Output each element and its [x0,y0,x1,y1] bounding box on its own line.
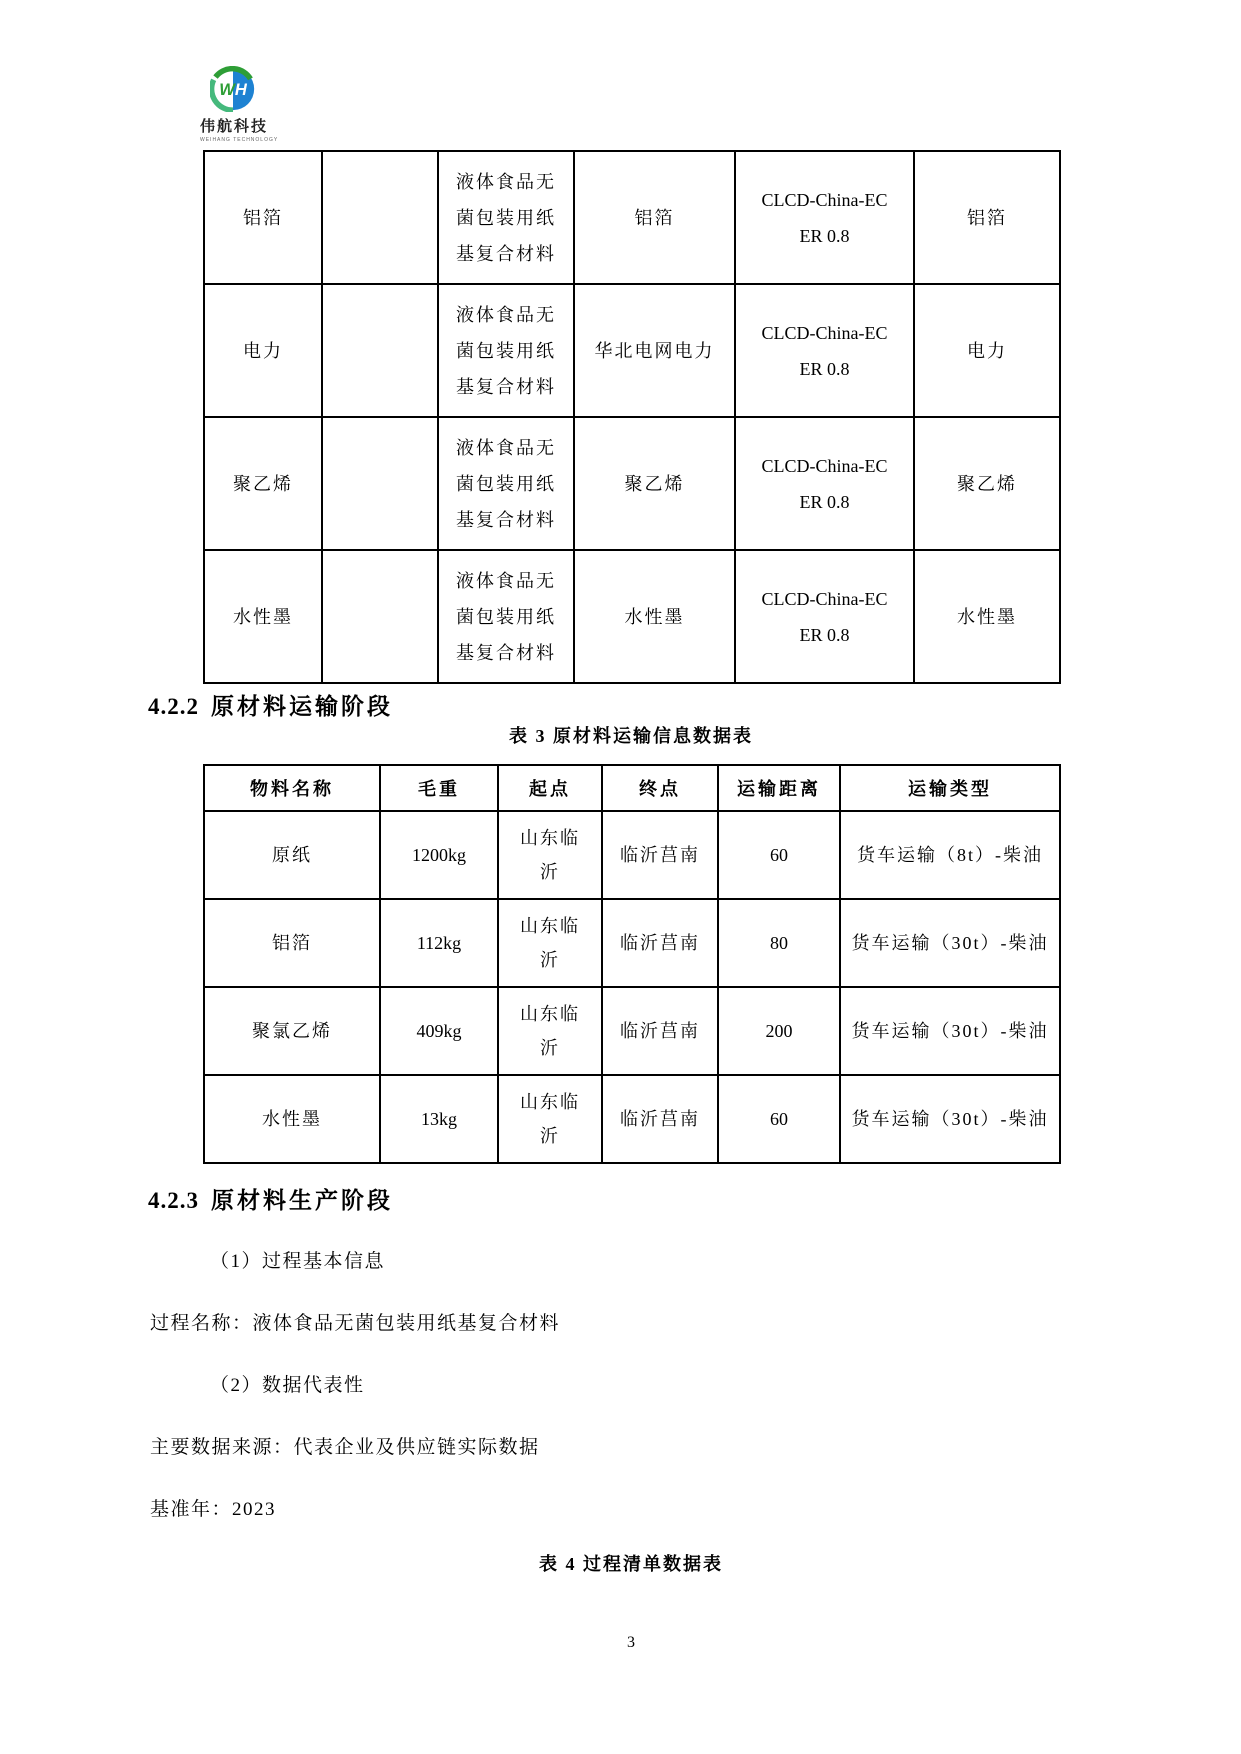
paragraph-base-year: 基准年：2023 [150,1499,277,1520]
table-row [204,417,1060,550]
table3-caption: 表 3 原材料运输信息数据表 [509,726,753,746]
table-row [204,284,1060,417]
table-header-row [204,765,1060,811]
table-cell: 聚乙烯 [914,417,1060,550]
table-row [204,811,1060,899]
section-number: 4.2.3 [148,1188,199,1213]
brand-name: 伟航科技 [200,118,269,135]
data-source-table [203,150,1061,684]
table-row [204,1075,1060,1163]
table-cell: 112kg [380,899,498,987]
table-row [204,550,1060,683]
paragraph-process-name: 过程名称：液体食品无菌包装用纸基复合材料 [150,1313,561,1334]
section-number: 4.2.2 [148,694,199,719]
table-cell: 铝箔 [914,151,1060,284]
logo-monogram: WH [219,79,247,99]
table-cell: 铝箔 [204,151,322,284]
table-cell: 临沂莒南 [602,811,718,899]
table-cell: 货车运输（8t）-柴油 [840,811,1060,899]
table-cell: 水性墨 [204,1075,380,1163]
table-cell: 聚氯乙烯 [204,987,380,1075]
company-logo [200,66,320,143]
section-title: 原材料生产阶段 [211,1188,393,1213]
table-cell: 液体食品无菌包装用纸基复合材料 [438,550,574,683]
table-cell: 山东临沂 [498,811,602,899]
table-cell: 电力 [914,284,1060,417]
table-cell: CLCD-China-ECER 0.8 [735,284,914,417]
table-cell: 液体食品无菌包装用纸基复合材料 [438,417,574,550]
table-cell: 1200kg [380,811,498,899]
table-cell [322,284,438,417]
table-cell [322,151,438,284]
table-cell: 山东临沂 [498,987,602,1075]
transport-info-table [203,764,1061,1164]
brand-name-en: WEIHANG TECHNOLOGY [200,137,279,143]
table-cell [322,550,438,683]
table-cell: 山东临沂 [498,1075,602,1163]
section-heading-422 [148,688,393,721]
table-cell: 水性墨 [914,550,1060,683]
table-cell: 货车运输（30t）-柴油 [840,1075,1060,1163]
column-header: 运输类型 [840,765,1060,811]
column-header: 物料名称 [204,765,380,811]
table4-caption: 表 4 过程清单数据表 [539,1554,723,1574]
column-header: 毛重 [380,765,498,811]
table-cell [322,417,438,550]
table-cell: 山东临沂 [498,899,602,987]
table-cell: CLCD-China-ECER 0.8 [735,550,914,683]
table-cell: 货车运输（30t）-柴油 [840,899,1060,987]
table-cell: 60 [718,811,840,899]
table-cell: 200 [718,987,840,1075]
table-cell: 临沂莒南 [602,987,718,1075]
table-cell: 原纸 [204,811,380,899]
table-cell: 铝箔 [204,899,380,987]
page-number: 3 [627,1634,635,1651]
table-cell: 13kg [380,1075,498,1163]
paragraph-data-representativeness: （2）数据代表性 [210,1375,365,1396]
table-cell: 华北电网电力 [574,284,735,417]
table-cell: 80 [718,899,840,987]
table-cell: 聚乙烯 [204,417,322,550]
paragraph-data-source: 主要数据来源：代表企业及供应链实际数据 [150,1437,540,1458]
table-cell: 临沂莒南 [602,1075,718,1163]
logo-mark-icon [210,66,256,112]
table-cell: CLCD-China-ECER 0.8 [735,417,914,550]
section-title: 原材料运输阶段 [211,694,393,719]
table-cell: 液体食品无菌包装用纸基复合材料 [438,151,574,284]
column-header: 终点 [602,765,718,811]
table-cell: 临沂莒南 [602,899,718,987]
paragraph-process-basic-info: （1）过程基本信息 [210,1251,386,1272]
table-row [204,987,1060,1075]
table-cell: 60 [718,1075,840,1163]
table-row [204,151,1060,284]
table-cell: 电力 [204,284,322,417]
table-cell: 货车运输（30t）-柴油 [840,987,1060,1075]
table-cell: 聚乙烯 [574,417,735,550]
section-heading-423 [148,1182,393,1215]
column-header: 起点 [498,765,602,811]
table-cell: 铝箔 [574,151,735,284]
table-cell: CLCD-China-ECER 0.8 [735,151,914,284]
table-row [204,899,1060,987]
table-cell: 水性墨 [574,550,735,683]
column-header: 运输距离 [718,765,840,811]
table-cell: 水性墨 [204,550,322,683]
table-cell: 液体食品无菌包装用纸基复合材料 [438,284,574,417]
table-cell: 409kg [380,987,498,1075]
